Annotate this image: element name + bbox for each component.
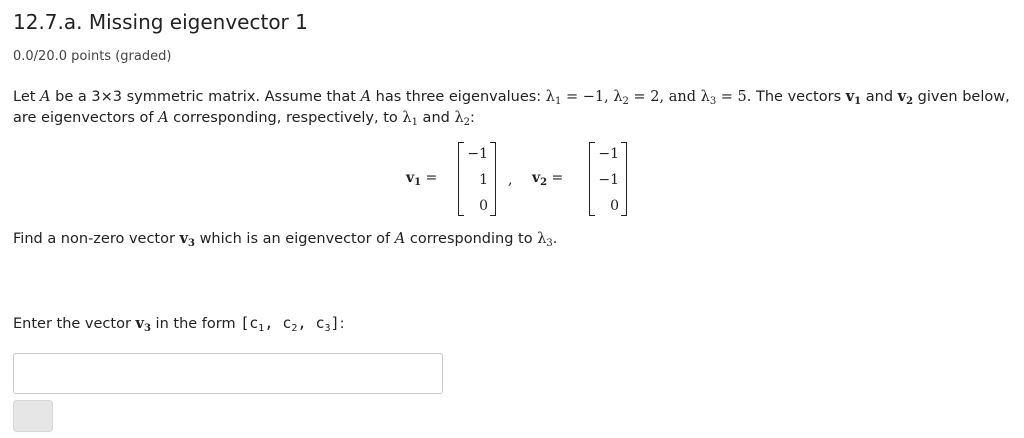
- problem-statement: Let A be a 3×3 symmetric matrix. Assume that A has three eigenvalues: $\lambda_1 = -1$, $\lambda_2 = 2$, and $\lambda_3 = 5$. The vectors $v_1$ and $v_2$ given below, are eigenvectors of A corresponding, respectively, to $\lambda_1$ and $\lambda_2$:: [13, 88, 1010, 128]
- answer-format-hint: Enter the vector $v_3$ in the form [$c_1$, $c_2$, $c_3$]:: [13, 314, 345, 334]
- v1-label: $v_1$ =: [406, 170, 438, 188]
- v1-entry-3: 0: [479, 198, 488, 214]
- points-status: 0.0/20.0 points (graded): [13, 49, 172, 64]
- v2-entry-1: −1: [598, 146, 619, 162]
- problem-title: 12.7.a. Missing eigenvector 1: [13, 10, 308, 34]
- v2-matrix: [589, 142, 627, 216]
- v2-entry-3: 0: [610, 198, 619, 214]
- eigenvector-display: [0, 140, 1024, 220]
- vector-separator: ,: [508, 172, 513, 188]
- v2-entry-2: −1: [598, 172, 619, 188]
- submit-button[interactable]: [13, 400, 53, 432]
- v1-entry-1: −1: [467, 146, 488, 162]
- v2-label: $v_2$ =: [532, 170, 564, 188]
- question-text: Find a non-zero vector $v_3$ which is an eigenvector of A corresponding to $\lambda_3$.: [13, 230, 558, 249]
- answer-input[interactable]: [13, 353, 443, 394]
- v1-entry-2: 1: [479, 172, 488, 188]
- v1-matrix: [458, 142, 496, 216]
